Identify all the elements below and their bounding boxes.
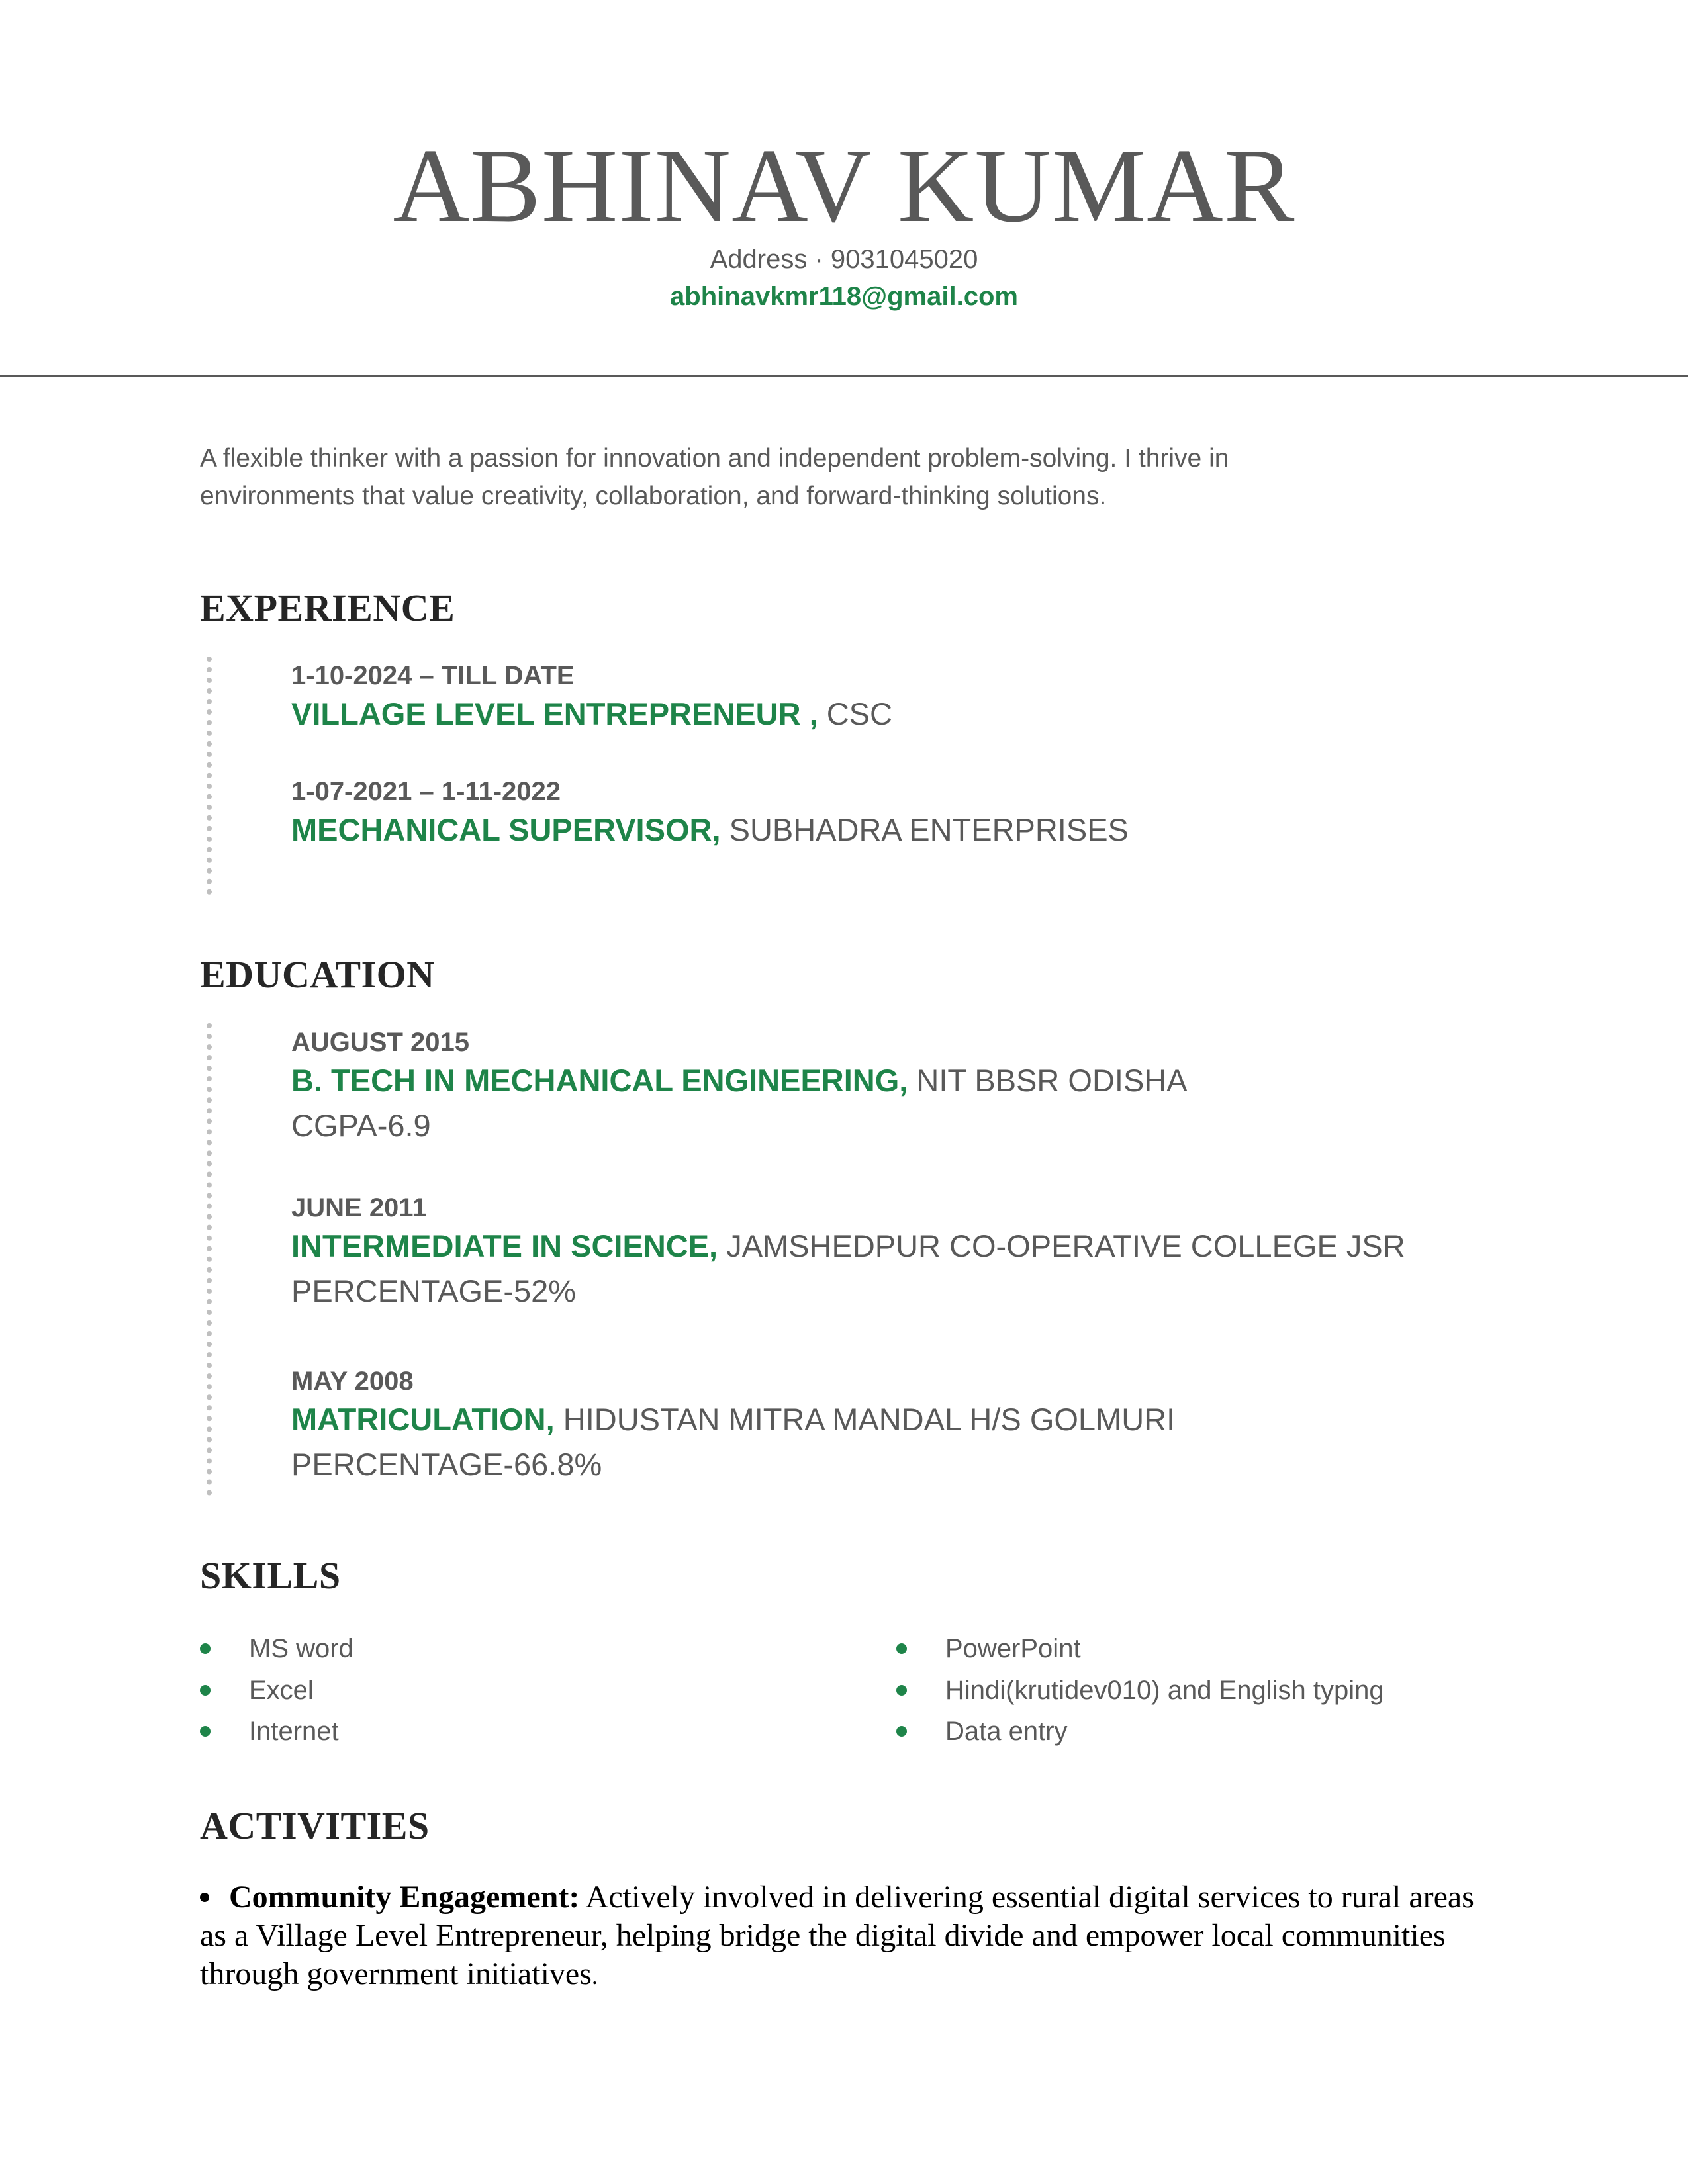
activity-end-punctuation: . (591, 1963, 598, 1989)
experience-entry (291, 659, 1549, 735)
education-grade: PERCENTAGE-52% (291, 1273, 577, 1308)
education-date: AUGUST 2015 (291, 1028, 469, 1057)
skills-list-left (200, 1628, 353, 1752)
education-timeline-rule (207, 1023, 212, 1496)
contact-address-phone: Address · 9031045020 (710, 245, 978, 274)
education-heading: EDUCATION (200, 953, 435, 996)
bullet-icon (200, 1726, 211, 1737)
header-divider (0, 375, 1688, 377)
education-degree: INTERMEDIATE IN SCIENCE, (291, 1228, 718, 1263)
activity-text: Actively involved in delivering essential digital services to rural areas as a Village Level Entrepreneur, helping bridge the digital divide and empower local communities through government initiatives (200, 1880, 1474, 1991)
skill-label: Data entry (945, 1717, 1068, 1746)
experience-role: MECHANICAL SUPERVISOR, (291, 812, 721, 847)
education-degree: MATRICULATION, (291, 1402, 555, 1437)
skill-label: PowerPoint (945, 1634, 1081, 1663)
skill-item (896, 1628, 1384, 1670)
education-date: JUNE 2011 (291, 1193, 427, 1222)
education-entry (291, 1025, 1549, 1150)
education-entry (291, 1364, 1549, 1488)
experience-heading: EXPERIENCE (200, 586, 455, 629)
activity-label: Community Engagement: (229, 1880, 580, 1915)
experience-role: VILLAGE LEVEL ENTREPRENEUR , (291, 696, 818, 731)
education-title (291, 1225, 1549, 1267)
education-school: HIDUSTAN MITRA MANDAL H/S GOLMURI (563, 1402, 1176, 1437)
bullet-icon (200, 1893, 209, 1902)
education-title (291, 1060, 1549, 1102)
experience-date: 1-07-2021 – 1-11-2022 (291, 777, 561, 806)
education-school: NIT BBSR ODISHA (916, 1063, 1188, 1098)
skills-list-right (896, 1628, 1384, 1752)
bullet-icon (896, 1726, 907, 1737)
bullet-icon (896, 1685, 907, 1696)
skill-label: Hindi(krutidev010) and English typing (945, 1675, 1384, 1705)
skill-item (896, 1670, 1384, 1711)
skill-label: Internet (249, 1717, 339, 1746)
education-date: MAY 2008 (291, 1367, 414, 1396)
candidate-name: ABHINAV KUMAR (393, 126, 1295, 244)
skills-heading: SKILLS (200, 1554, 341, 1597)
skill-item (896, 1711, 1384, 1752)
education-school: JAMSHEDPUR CO-OPERATIVE COLLEGE JSR (726, 1228, 1405, 1263)
experience-timeline-rule (207, 657, 212, 895)
experience-title (291, 693, 1549, 735)
experience-date: 1-10-2024 – TILL DATE (291, 661, 575, 690)
education-grade: CGPA-6.9 (291, 1108, 431, 1143)
profile-summary: A flexible thinker with a passion for innovation and independent problem-solving. I thrive in environments that value creativity, collaboration, and forward-thinking solutions. (200, 444, 1229, 510)
email-link[interactable]: abhinavkmr118@gmail.com (670, 282, 1018, 311)
bullet-icon (896, 1643, 907, 1654)
experience-org: SUBHADRA ENTERPRISES (729, 812, 1129, 847)
skill-label: Excel (249, 1675, 314, 1705)
education-entry (291, 1191, 1549, 1315)
skill-label: MS word (249, 1634, 353, 1663)
experience-entry (291, 774, 1549, 851)
education-grade: PERCENTAGE-66.8% (291, 1447, 602, 1482)
experience-title (291, 809, 1549, 851)
activities-heading: ACTIVITIES (200, 1804, 430, 1847)
skill-item (200, 1670, 353, 1711)
bullet-icon (200, 1643, 211, 1654)
education-degree: B. TECH IN MECHANICAL ENGINEERING, (291, 1063, 908, 1098)
education-title (291, 1398, 1549, 1441)
bullet-icon (200, 1685, 211, 1696)
experience-org: CSC (826, 696, 892, 731)
activity-item (200, 1878, 1491, 1995)
skill-item (200, 1628, 353, 1670)
skill-item (200, 1711, 353, 1752)
